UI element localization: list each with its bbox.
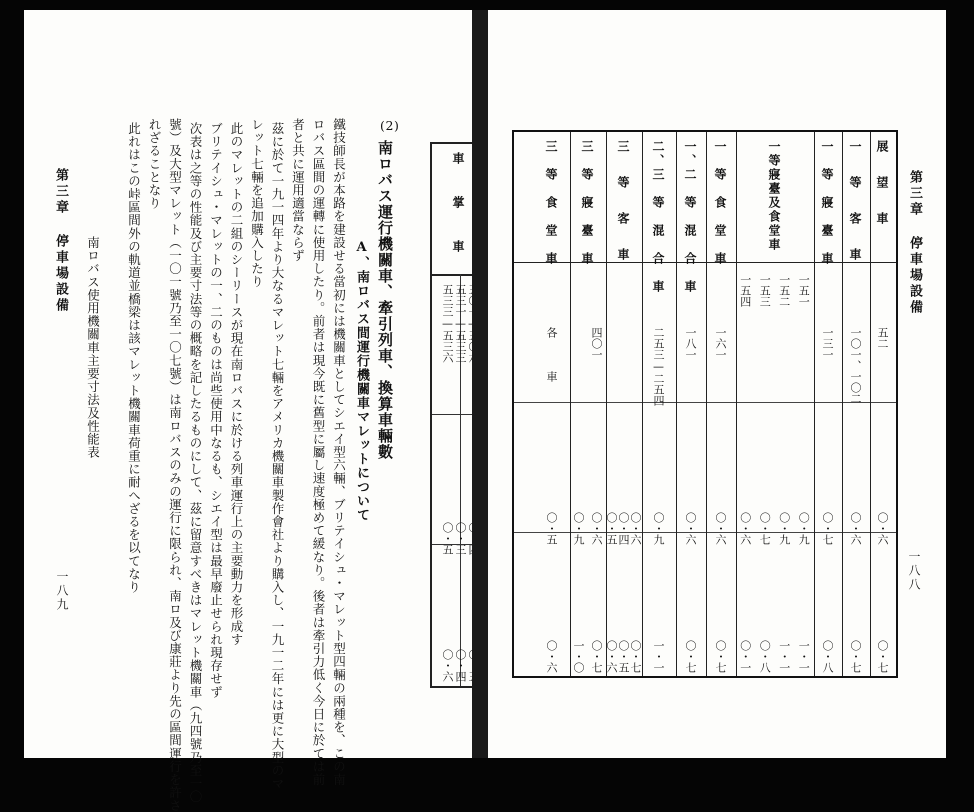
left-running-head: 第三章 停車場設備 [53, 168, 68, 314]
car-type: 一 等 客 車 [848, 140, 862, 266]
car-number: 一五三 [758, 274, 772, 307]
value-a: 〇・六 [738, 512, 752, 545]
value-a: 〇・六 [849, 512, 862, 545]
body-line: れざることなり [147, 118, 162, 210]
value-b: 一・一 [652, 640, 665, 673]
value-b: 〇・六 [605, 640, 618, 673]
value-a: 〇・七 [821, 512, 834, 545]
table-column-7 [642, 132, 676, 676]
value-b: 〇・七 [714, 640, 727, 673]
table-column-1 [870, 132, 896, 676]
car-type: 一 等 寢 臺 車 [820, 140, 834, 266]
inset-value-b: 〇・六 [441, 649, 454, 682]
car-number: 一三一 [821, 327, 834, 360]
value-a: 〇・九 [572, 512, 585, 545]
body-line: 次表は之等の性能及び主要寸法等の概略を記したるものにして、茲に留意すべきはマレット機關車（九四號乃至一〇 [188, 122, 203, 804]
value-b: 一・一 [777, 640, 791, 673]
inset-value-a: 〇・三 [454, 522, 467, 555]
table-column-2 [842, 132, 870, 676]
car-number: 四〇一 [590, 327, 603, 360]
value-a: 〇・九 [777, 512, 791, 545]
table-column-3 [814, 132, 842, 676]
body-line: 者と共に運用適當ならず [290, 118, 306, 263]
car-type: 一、二 等 混 合 車 [683, 140, 697, 294]
inset-number: 五三三—五三六 [441, 284, 454, 363]
right-running-head: 第三章 停車場設備 [907, 170, 922, 316]
table-column-9 [570, 132, 606, 676]
value-a: 〇・六 [876, 512, 889, 545]
car-type: 一 等 食 堂 車 [713, 140, 727, 266]
value-a: 〇・九 [797, 512, 811, 545]
inset-value-a: 〇・五 [441, 522, 454, 555]
car-number: 一六一 [714, 327, 727, 360]
value-a: 〇・六 [590, 512, 603, 545]
car-type: 三 等 寢 臺 車 [580, 140, 594, 266]
body-line: 鐵技師長が本路を建設せる當初には機關車としてシエイ型六輛、ブリテイシュ・マレット型四輛の兩種を、この南 [331, 118, 347, 787]
body-line: 此れはこの峠區間外の軌道並橋梁は該マレット機關車荷重に耐へざるを以てなり [126, 122, 142, 594]
rolling-stock-table [512, 130, 898, 678]
body-line: ブリテイシュ・マレットの一、二のものは尚些使用中なるも、シエイ型は最早廢止せられ現存せず [208, 122, 224, 699]
body-line: 此のマレットの二組のシーリースが現在南ロバスに於ける列車運行上の主要動力を形成す [229, 122, 244, 646]
car-number: 二五三—二五四 [652, 327, 665, 406]
car-number: 一八一 [684, 327, 697, 360]
left-page-number: 一八九 [55, 570, 69, 612]
book-gutter [472, 10, 488, 758]
table-column-5 [706, 132, 736, 676]
value-a: 〇・七 [758, 512, 772, 545]
inset-number: 五三一—五三三 [454, 284, 467, 363]
inset-table-header: 車 掌 車 [451, 152, 465, 262]
car-number: 一五二 [777, 274, 791, 307]
value-a: 〇・五 [545, 512, 558, 545]
table-column-4 [736, 132, 814, 676]
body-line: 茲に於て一九一四年より大なるマレット七輛をアメリカ機關車製作會社より購入し、一九一二年には更に大型のマ [270, 122, 285, 791]
value-a: 〇・五 [605, 512, 618, 545]
table-caption: 南ロバス使用機關車主要寸法及性能表 [85, 236, 101, 459]
left-page [24, 10, 472, 812]
inset-value-b: 〇・四 [454, 649, 467, 682]
car-number: 一五一 [797, 274, 811, 307]
right-page [488, 10, 946, 758]
table-column-8 [606, 132, 642, 676]
body-line: レット七輛を追加購入したり [249, 118, 265, 289]
value-a: 〇・四 [617, 512, 630, 545]
car-type: 展 望 車 [875, 140, 889, 230]
car-type: 三 等 客 車 [616, 140, 630, 266]
body-line: 號）及大型マレット（一〇一號乃至一〇七號）は南ロバスのみの運行に限られ、南ロ及び康莊より先の區間運行を許さ [167, 118, 183, 812]
value-b: 一・一 [797, 640, 811, 673]
value-a: 〇・九 [652, 512, 665, 545]
section-number: (2) [380, 118, 400, 133]
car-type: 一等寢臺及食堂車 [767, 140, 781, 252]
value-b: 〇・六 [545, 640, 558, 673]
value-b: 一・〇 [572, 640, 585, 673]
value-b: 〇・七 [849, 640, 862, 673]
subsection-title: A、南ロバス間運行機關車マレットについて [354, 240, 369, 522]
car-number: 一〇一、一〇二 [849, 327, 862, 404]
value-a: 〇・六 [629, 512, 642, 545]
value-b: 〇・一 [738, 640, 752, 673]
value-b: 〇・八 [821, 640, 834, 673]
value-b: 〇・七 [876, 640, 889, 673]
car-type: 三 等 食 堂 車 [544, 140, 558, 266]
car-number: 五二 [876, 327, 889, 349]
car-number: 各 車 [545, 327, 558, 382]
value-b: 〇・七 [629, 640, 642, 673]
table-column-6 [676, 132, 706, 676]
car-type: 二、三 等 混 合 車 [651, 140, 665, 294]
value-b: 〇・七 [590, 640, 603, 673]
table-column-10 [534, 132, 570, 676]
section-title: 南ロバス運行機關車、牽引列車、換算車輛數 [376, 140, 394, 460]
body-line: ロバス區間の運轉に使用したり。前者は現今既に舊型に屬し速度極めて緩なり。後者は牽引力低く今日に於ては前 [311, 118, 326, 787]
value-b: 〇・五 [617, 640, 630, 673]
value-b: 〇・八 [758, 640, 772, 673]
car-number: 一五四 [738, 274, 752, 307]
value-b: 〇・七 [684, 640, 697, 673]
value-a: 〇・六 [714, 512, 727, 545]
right-page-number: 一八八 [907, 550, 921, 592]
value-a: 〇・六 [684, 512, 697, 545]
